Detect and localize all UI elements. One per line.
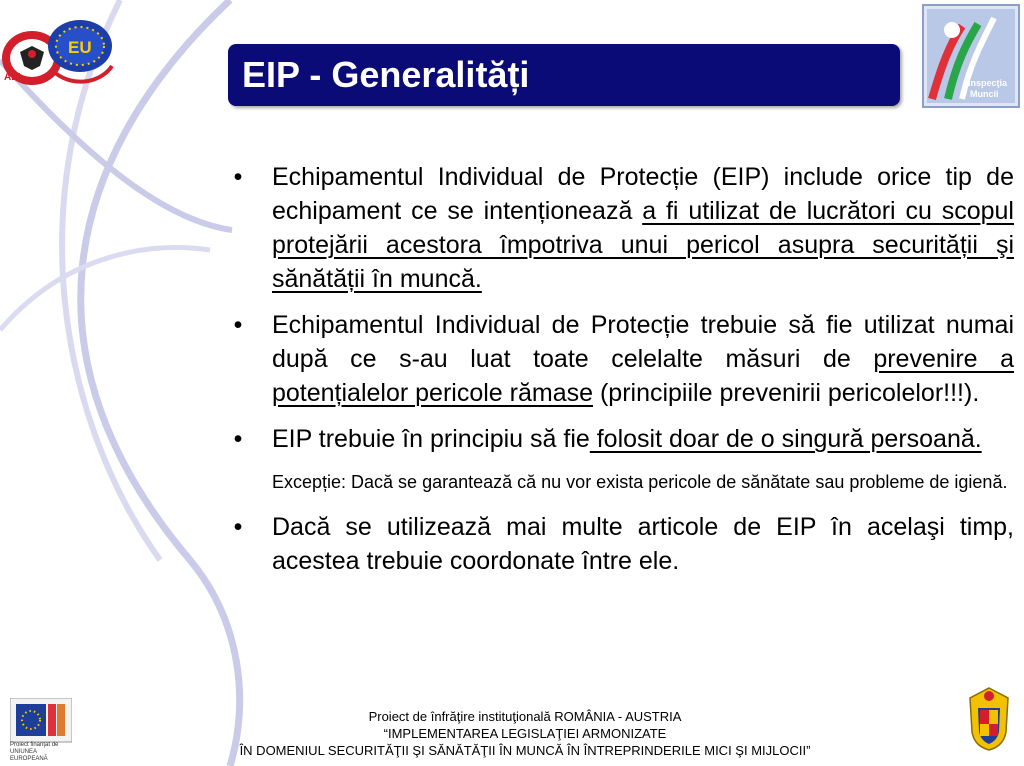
slide-title: EIP - Generalități: [242, 54, 530, 95]
bullet-item: [228, 160, 1014, 296]
bullet-underlined-text: a fi utilizat de lucrători cu scopul protejării acestora împotriva unui pericol asupra securității şi sănătății în muncă.: [272, 197, 1014, 293]
bullet-item: [228, 510, 1014, 578]
footer-line-3: ÎN DOMENIUL SECURITĂŢII ŞI SĂNĂTĂŢII ÎN MUNCĂ ÎN ÎNTREPRINDERILE MICI ŞI MIJLOCII”: [239, 743, 811, 758]
exception-note: Excepție: Dacă se garantează că nu vor exista pericole de sănătate sau probleme de igienă.: [272, 472, 1008, 492]
logo-text-line2: Muncii: [970, 89, 999, 99]
eu-funded-caption: Proiect finanţat de UNIUNEA EUROPEANĂ: [10, 742, 59, 762]
footer: [180, 708, 870, 759]
bullet-text: Echipamentul Individual de Protecție trebuie să fie utilizat numai după ce s-au luat toate celelalte măsuri de: [272, 311, 1014, 373]
bullet-underlined-text: folosit doar de o singură persoană.: [589, 425, 982, 453]
eu-logo-text: EU: [68, 38, 92, 57]
footer-line-1: Proiect de înfrăţire instituţională ROMÂNIA - AUSTRIA: [368, 709, 682, 724]
logo-text-line1: Inspecţia: [968, 78, 1008, 88]
bullet-text: Echipamentul Individual de Protecție (EIP) include orice tip de echipament ce se intenționează: [272, 163, 1014, 225]
coat-of-arms-icon: [966, 686, 1012, 752]
aei-logo-text: AEI: [4, 72, 21, 83]
bullet-marker: •: [233, 311, 243, 339]
bullet-item: [228, 422, 1014, 456]
bullet-marker: •: [233, 425, 243, 453]
bullet-marker: •: [233, 513, 243, 541]
bullet-tail-text: (principiile prevenirii pericolelor!!!).: [593, 379, 980, 407]
footer-line-2: “IMPLEMENTAREA LEGISLAŢIEI ARMONIZATE: [383, 726, 667, 741]
inspectia-muncii-logo: [922, 4, 1020, 108]
bullet-text: EIP trebuie în principiu să fie: [272, 425, 590, 453]
bullet-item: [228, 308, 1014, 410]
bullet-underlined-text: prevenire a potențialelor pericole rămase: [272, 345, 1014, 407]
bullet-marker: •: [233, 163, 243, 191]
partnership-logo: [0, 18, 120, 93]
bullet-text: Dacă se utilizează mai multe articole de EIP în acelaşi timp, acestea trebuie coordonate între ele.: [272, 513, 1014, 575]
slide-content: [228, 160, 1014, 590]
title-bar: [228, 44, 900, 106]
